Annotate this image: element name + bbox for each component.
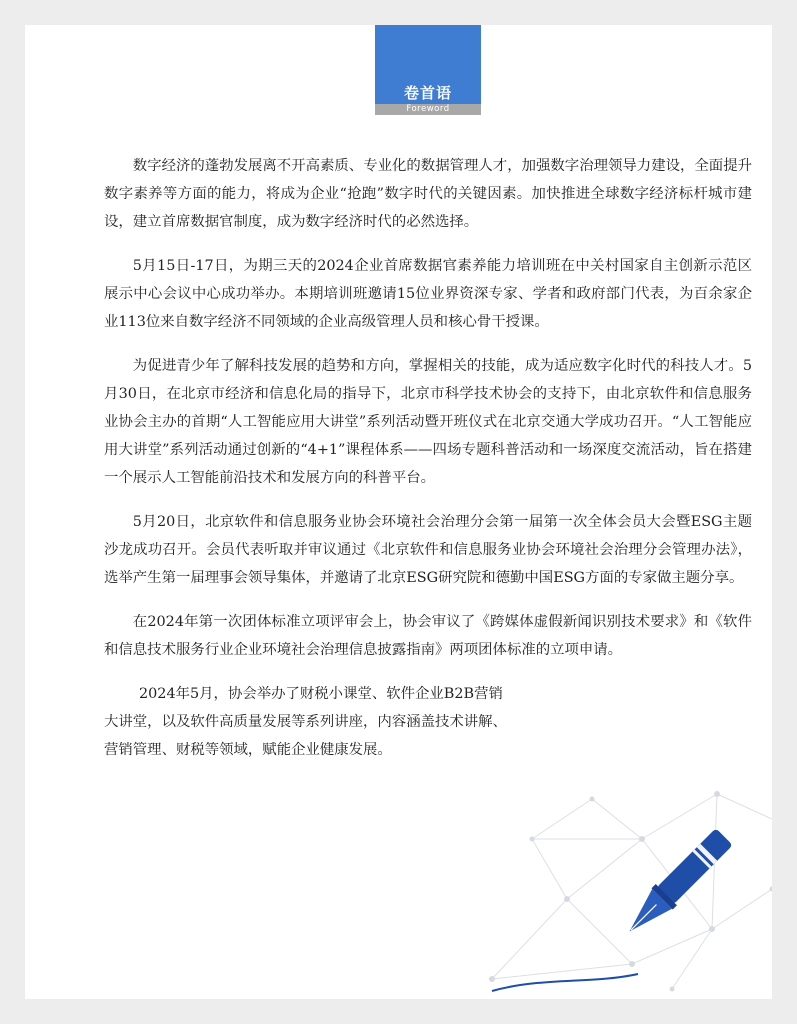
paragraph-ai-lecture: 为促进青少年了解科技发展的趋势和方向，掌握相关的技能，成为适应数字化时代的科技人才。5月30日，在北京市经济和信息化局的指导下，北京市科学技术协会的支持下，由北京软件和信息服务业协会主办的首期“人工智能应用大讲堂”系列活动暨开班仪式在北京交通大学成功召开。“人工智能应用大讲堂”系列活动通过创新的“4+1”课程体系——四场专题科普活动和一场深度交流活动，旨在搭建一个展示人工智能前沿技术和发展方向的科普平台。 (104, 358, 752, 486)
paragraph-lectures-line-3: 营销管理、财税等领域，赋能企业健康发展。 (104, 742, 392, 758)
paragraph-group-standards: 在2024年第一次团体标准立项评审会上，协会审议了《跨媒体虚假新闻识别技术要求》和《软件和信息技术服务行业企业环境社会治理信息披露指南》两项团体标准的立项申请。 (104, 614, 752, 658)
foreword-body (104, 152, 752, 764)
paragraph-esg-branch: 5月20日，北京软件和信息服务业协会环境社会治理分会第一届第一次全体会员大会暨ESG主题沙龙成功召开。会员代表听取并审议通过《北京软件和信息服务业协会环境社会治理分会管理办法》，选举产生第一届理事会领导集体，并邀请了北京ESG研究院和德勤中国ESG方面的专家做主题分享。 (104, 514, 752, 586)
foreword-subtitle: Foreword (375, 104, 481, 115)
page (25, 25, 772, 999)
network-decoration (472, 779, 772, 999)
paragraph-lectures-line-1: 2024年5月，协会举办了财税小课堂、软件企业B2B营销 (139, 686, 503, 702)
paragraph-cdo-training: 5月15日-17日，为期三天的2024企业首席数据官素养能力培训班在中关村国家自主创新示范区展示中心会议中心成功举办。本期培训班邀请15位业界资深专家、学者和政府部门代表，为百余家企业113位来自数字经济不同领域的企业高级管理人员和核心骨干授课。 (104, 258, 752, 330)
paragraph-lectures-line-2: 大讲堂，以及软件高质量发展等系列讲座，内容涵盖技术讲解、 (104, 714, 507, 730)
paragraph-digital-economy: 数字经济的蓬勃发展离不开高素质、专业化的数据管理人才，加强数字治理领导力建设，全面提升数字素养等方面的能力，将成为企业“抢跑”数字时代的关键因素。加快推进全球数字经济标杆城市建设，建立首席数据官制度，成为数字经济时代的必然选择。 (104, 158, 752, 230)
foreword-header-tab (375, 25, 481, 115)
paragraph-lectures (104, 680, 604, 764)
foreword-title: 卷首语 (403, 84, 452, 102)
